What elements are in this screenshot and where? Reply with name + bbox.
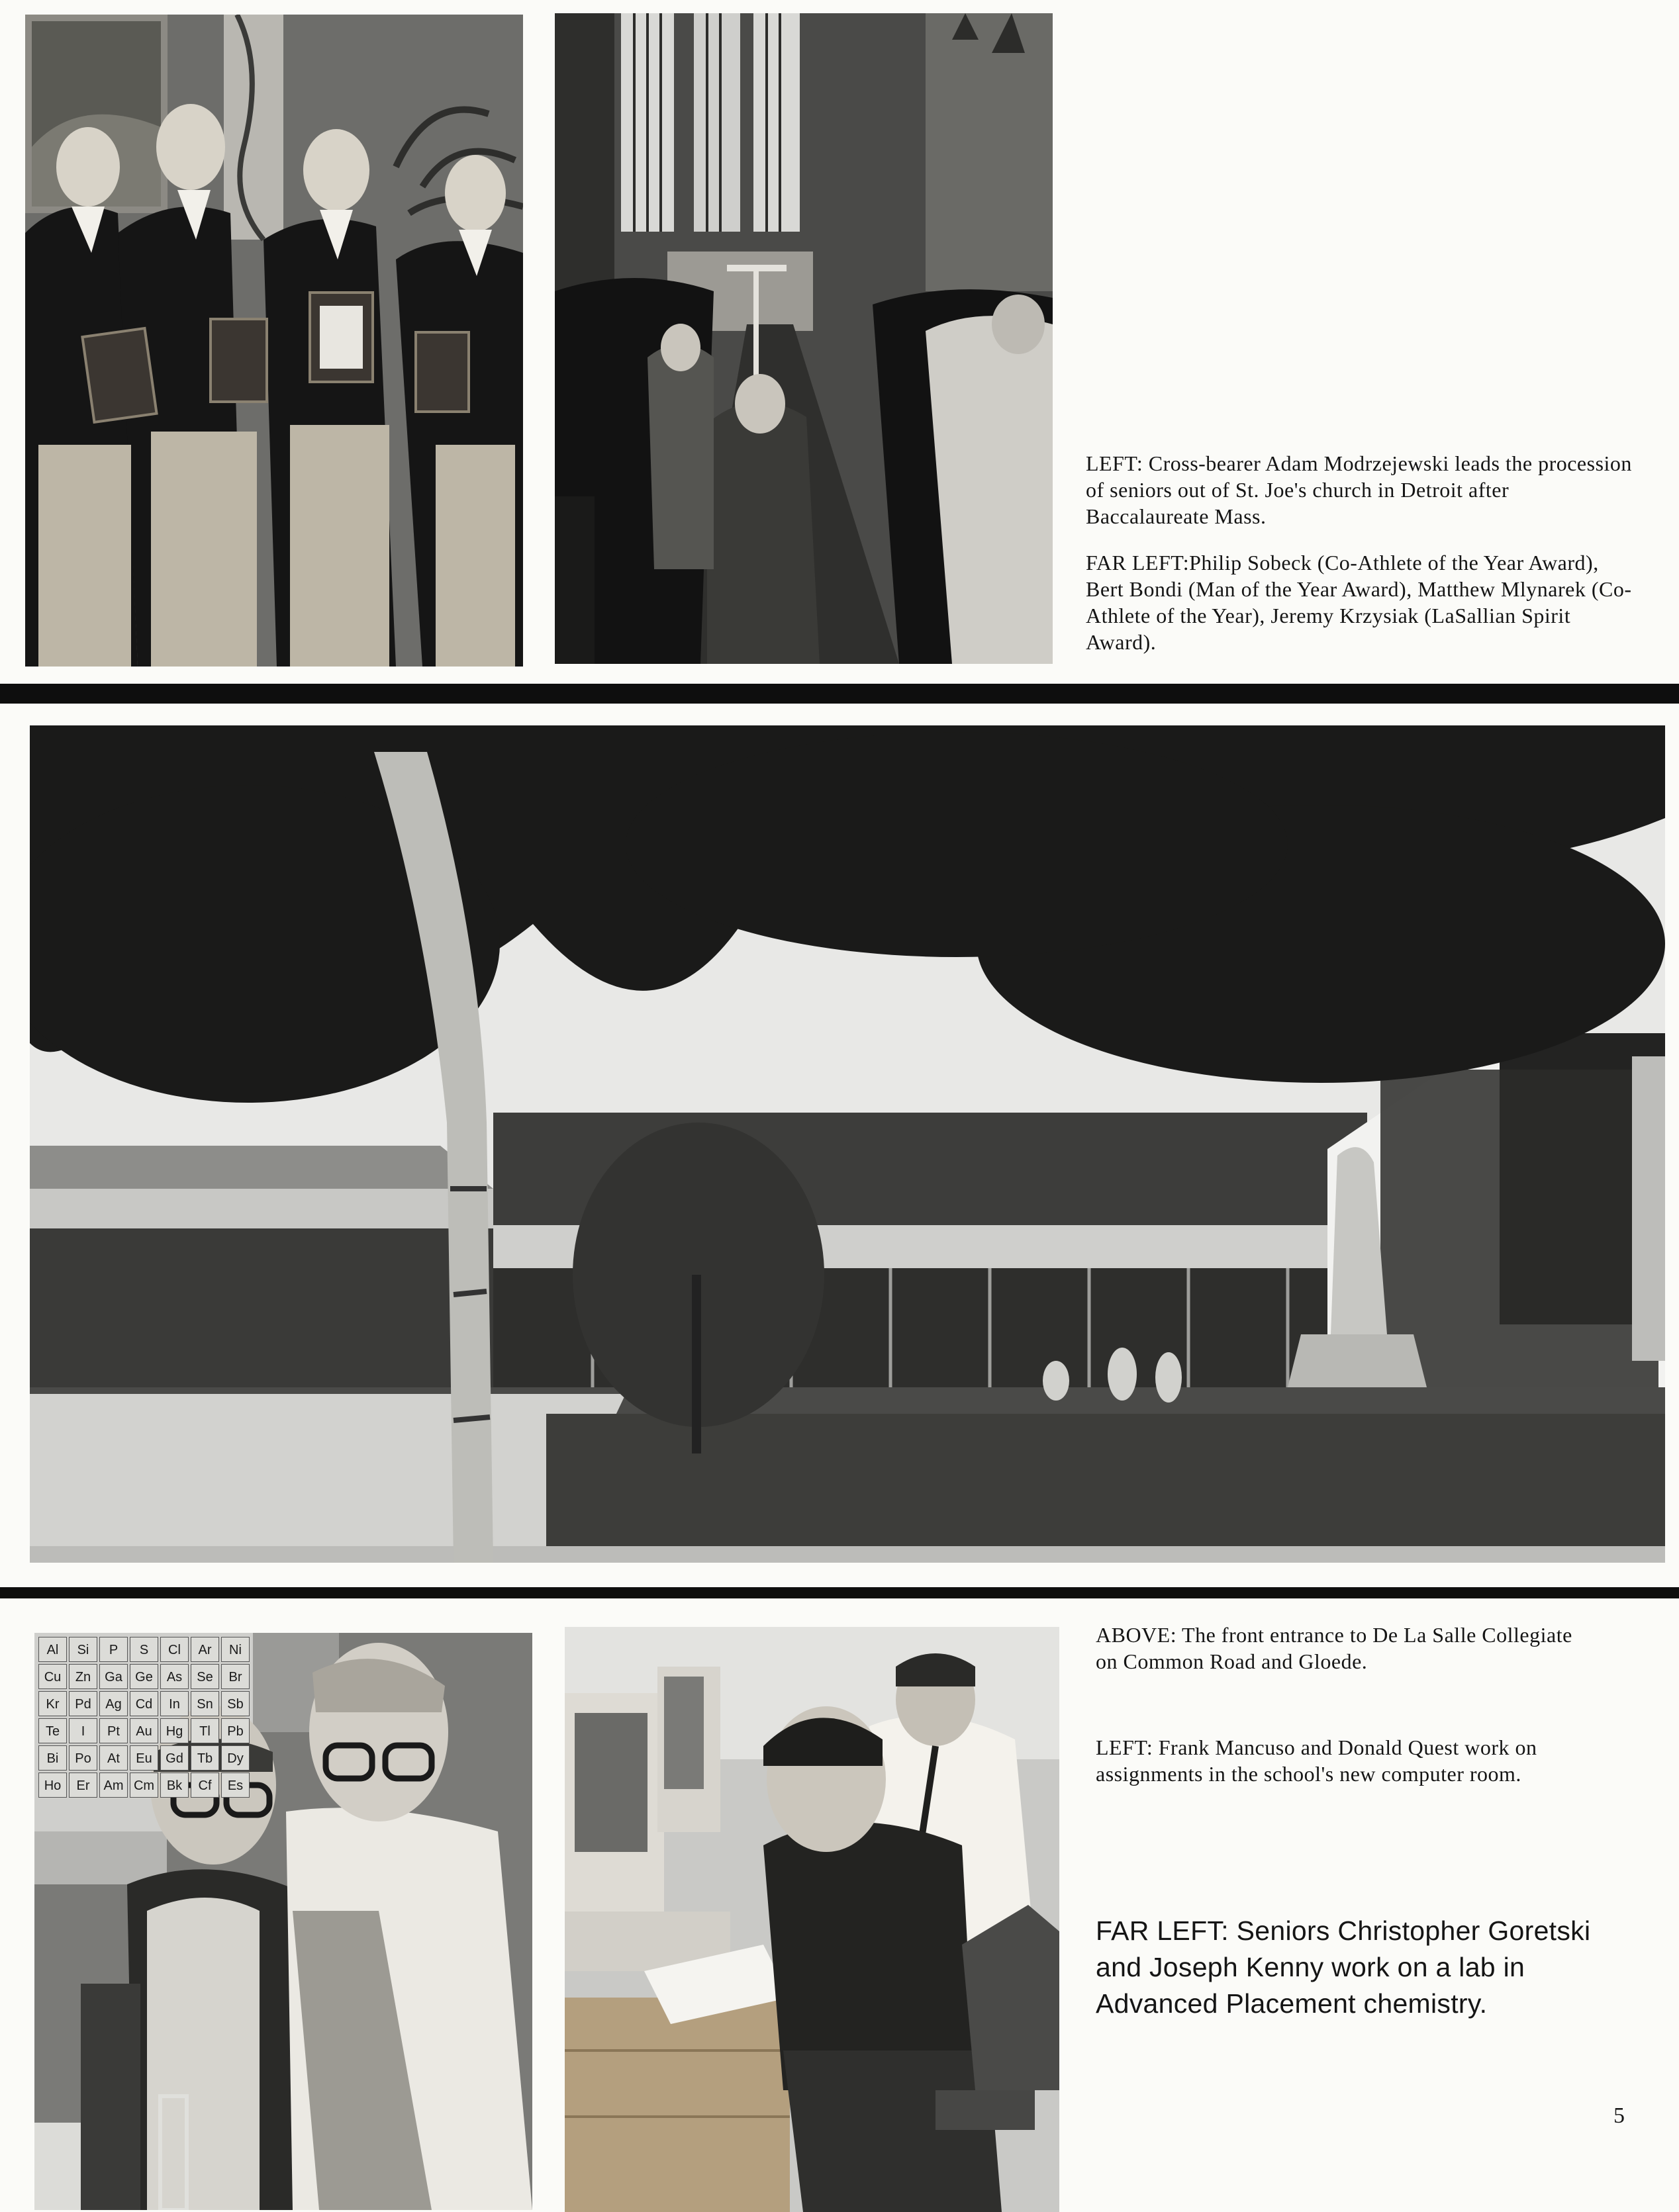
periodic-table-cell: Cm <box>130 1773 158 1798</box>
periodic-table-cell: Eu <box>130 1745 158 1771</box>
periodic-table-cell: As <box>160 1664 189 1689</box>
page-number: 5 <box>1613 2103 1625 2128</box>
periodic-table-cell: Zn <box>69 1664 97 1689</box>
periodic-table-cell: Er <box>69 1773 97 1798</box>
periodic-table-cell: Ag <box>99 1691 128 1716</box>
periodic-table-cell: Pt <box>99 1718 128 1743</box>
periodic-table-cell: Te <box>38 1718 67 1743</box>
caption-procession: LEFT: Cross-bearer Adam Modrzejewski leads the procession of seniors out of St. Joe's church in Detroit after Baccalaureate Mass. <box>1086 451 1632 528</box>
periodic-table-cell: Kr <box>38 1691 67 1716</box>
periodic-table-cell: Pd <box>69 1691 97 1716</box>
periodic-table-cell: Tl <box>191 1718 219 1743</box>
photo-campus-entrance <box>30 725 1665 1563</box>
caption-chemistry-lab: FAR LEFT: Seniors Christopher Goretski and Joseph Kenny work on a lab in Advanced Placement chemistry. <box>1096 1915 1591 2019</box>
periodic-table-cell: Cl <box>160 1637 189 1662</box>
periodic-table-cell: Sb <box>221 1691 250 1716</box>
top-panel <box>0 0 1679 684</box>
periodic-table-cell: Ar <box>191 1637 219 1662</box>
caption-award-winners: FAR LEFT:Philip Sobeck (Co-Athlete of the Year Award), Bert Bondi (Man of the Year Award), Matthew Mlynarek (Co-Athlete of the Year), Jeremy Krzysiak (LaSallian Spirit Award). <box>1086 551 1632 654</box>
periodic-table-cell: Au <box>130 1718 158 1743</box>
photo-computer-room <box>565 1627 1059 2212</box>
periodic-table-cell: I <box>69 1718 97 1743</box>
periodic-table-cell: P <box>99 1637 128 1662</box>
periodic-table-cell: Si <box>69 1637 97 1662</box>
periodic-table-cell: Hg <box>160 1718 189 1743</box>
photo-award-winners-image <box>25 15 523 667</box>
periodic-table-cell: Am <box>99 1773 128 1798</box>
photo-computer-room-image <box>565 1627 1059 2212</box>
periodic-table-cell: Bk <box>160 1773 189 1798</box>
periodic-table-chart <box>38 1637 250 1798</box>
periodic-table-cell: Cu <box>38 1664 67 1689</box>
periodic-table-cell: Tb <box>191 1745 219 1771</box>
photo-chemistry-lab <box>34 1633 532 2210</box>
periodic-table-cell: Cd <box>130 1691 158 1716</box>
periodic-table-cell: Se <box>191 1664 219 1689</box>
photo-award-winners <box>25 15 523 667</box>
periodic-table-cell: Sn <box>191 1691 219 1716</box>
bottom-captions <box>1096 1622 1599 1807</box>
periodic-table-cell: Ga <box>99 1664 128 1689</box>
photo-campus-entrance-image <box>30 725 1665 1563</box>
periodic-table-cell: Al <box>38 1637 67 1662</box>
periodic-table-cell: Po <box>69 1745 97 1771</box>
caption-front-entrance: ABOVE: The front entrance to De La Salle Collegiate on Common Road and Gloede. <box>1096 1623 1572 1673</box>
periodic-table-cell: Pb <box>221 1718 250 1743</box>
periodic-table-cell: In <box>160 1691 189 1716</box>
periodic-table-cell: Ni <box>221 1637 250 1662</box>
photo-procession <box>555 13 1053 664</box>
periodic-table-cell: S <box>130 1637 158 1662</box>
periodic-table-cell: Cf <box>191 1773 219 1798</box>
top-captions <box>1086 450 1635 675</box>
periodic-table-cell: At <box>99 1745 128 1771</box>
periodic-table-cell: Dy <box>221 1745 250 1771</box>
bottom-panel <box>0 1598 1679 2212</box>
periodic-table-cell: Br <box>221 1664 250 1689</box>
periodic-table-cell: Gd <box>160 1745 189 1771</box>
periodic-table-cell: Bi <box>38 1745 67 1771</box>
caption-computer-room: LEFT: Frank Mancuso and Donald Quest work on assignments in the school's new computer room. <box>1096 1735 1537 1786</box>
photo-procession-image <box>555 13 1053 664</box>
periodic-table-cell: Ho <box>38 1773 67 1798</box>
periodic-table-cell: Ge <box>130 1664 158 1689</box>
middle-panel <box>0 704 1679 1587</box>
periodic-table-cell: Es <box>221 1773 250 1798</box>
